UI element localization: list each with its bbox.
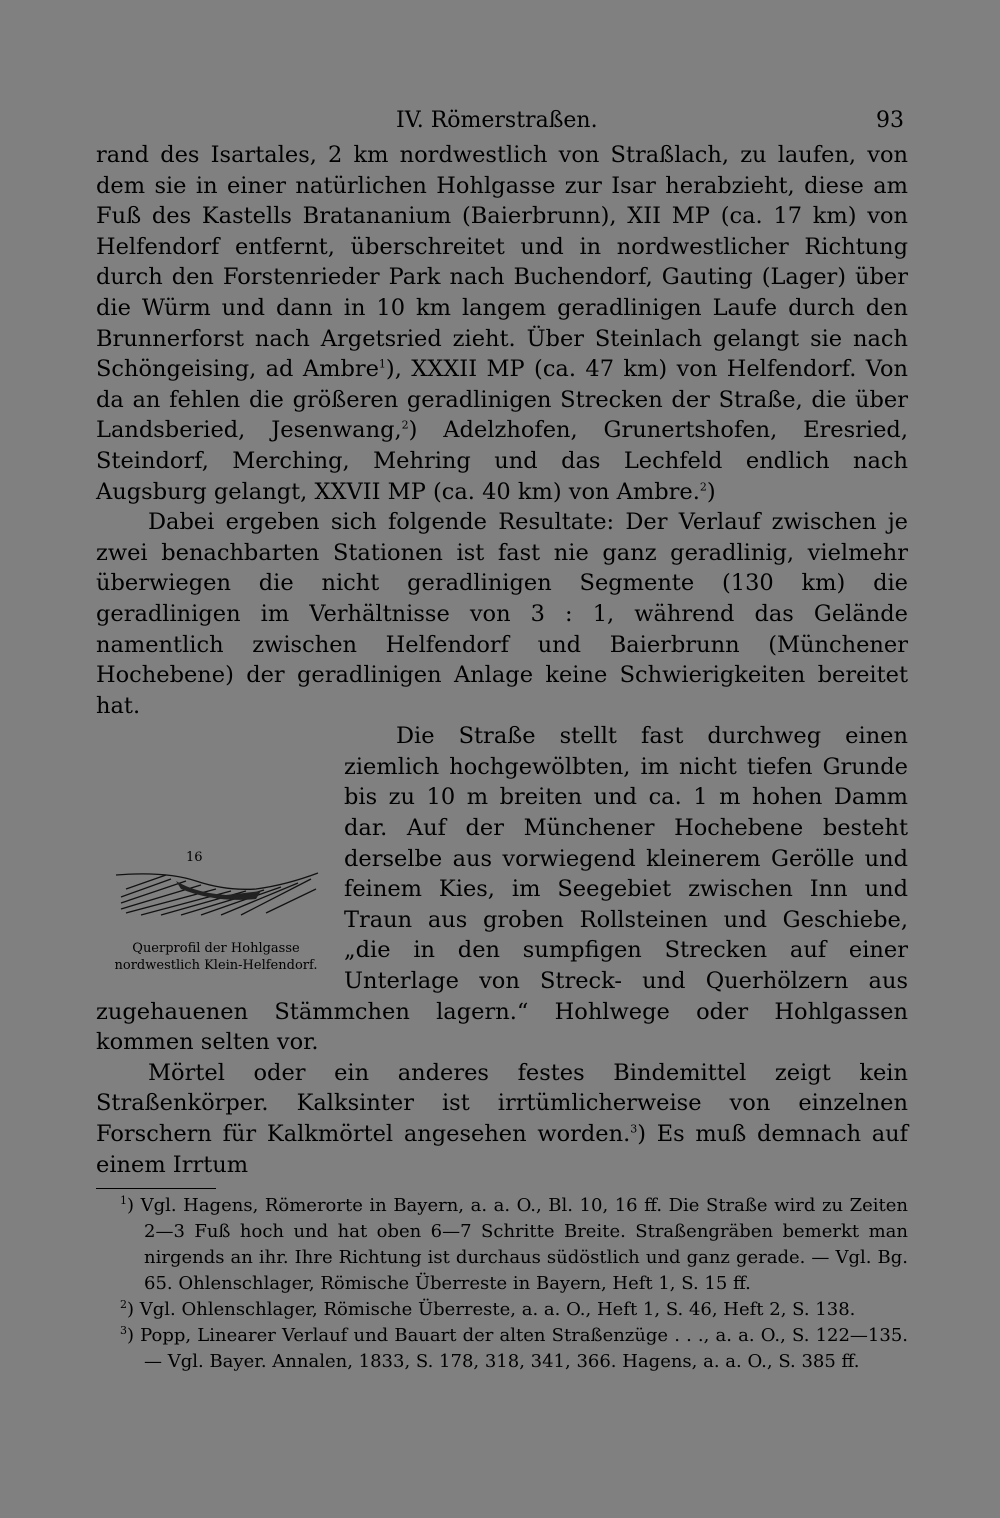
cross-section-figure — [96, 845, 336, 995]
page-number: 93 — [876, 108, 904, 133]
footnotes — [96, 1193, 908, 1375]
footnote-ref-3: 3 — [630, 1122, 638, 1136]
body-text — [96, 140, 908, 1180]
figure-number: 16 — [186, 850, 203, 866]
footnote-ref-2: 2 — [401, 418, 409, 432]
hohlgasse-profile-illustration — [106, 845, 326, 935]
footnote-ref-2b: 2 — [699, 480, 707, 494]
paragraph-1: rand des Isartales, 2 km nordwestlich von Straßlach, zu laufen, von dem sie in einer natürlichen Hohlgasse zur Isar herabzieht, diese am Fuß des Kastells Bratananium (Baierbrunn), XII MP (ca. 17 km) von Helfendorf entfernt, überschreitet und in nordwestlicher Richtung durch den Forstenrieder Park nach Buchendorf, Gauting (Lager) über die Würm und dann in 10 km langem geradlinigen Laufe durch den Brunnerforst nach Argetsried zieht. Über Steinlach gelangt sie nach Schöngeising, ad Ambre$^1$), XXXII MP (ca. 47 km) von Helfendorf. Von da an fehlen die größeren geradlinigen Strecken der Straße, die über Landsberied, Jesenwang,$^2$) Adelzhofen, Grunertshofen, Eresried, Steindorf, Merching, Mehring und das Lechfeld endlich nach Augsburg gelangt, XXVII MP (ca. 40 km) von Ambre.$^2$) — [96, 142, 908, 505]
paragraph-4: Mörtel oder ein anderes festes Bindemittel zeigt kein Straßenkörper. Kalksinter ist irrtümlicherweise von einzelnen Forschern für Kalkmörtel angesehen worden.$^3$) Es muß demnach auf einem Irrtum — [96, 1059, 908, 1178]
figure-caption: Querprofil der Hohlgasse nordwestlich Klein-Helfendorf. — [114, 941, 318, 974]
footnote-ref-1: 1 — [378, 357, 386, 371]
paragraph-3: Die Straße stellt fast durchweg einen ziemlich hochgewölbten, im nicht tiefen Grunde bis zu 10 m breiten und ca. 1 m hohen Damm dar. Auf der Münchener Hochebene besteht derselbe aus vorwiegend kleinerem Gerölle und feinem Kies, im Seegebiet zwischen Inn und Traun aus groben Rollsteinen und Geschiebe, „die in den sumpfigen Strecken auf einer Unterlage von Streck- und Querhölzern aus zugehauenen Stämmchen lagern.“ Hohlwege oder Hohlgassen kommen selten vor. — [96, 723, 908, 1056]
document-page — [96, 100, 908, 1375]
paragraph-2: Dabei ergeben sich folgende Resultate: Der Verlauf zwischen je zwei benachbarten Stationen ist fast nie ganz geradlinig, vielmehr überwiegen die nicht geradlinigen Segmente (130 km) die geradlinigen im Verhältnisse von 3 : 1, während das Gelände namentlich zwischen Helfendorf und Baierbrunn (Münchener Hochebene) der geradlinigen Anlage keine Schwierigkeiten bereitet hat. — [96, 509, 908, 719]
footnote-3: $^3$) Popp, Linearer Verlauf und Bauart der alten Straßenzüge . . ., a. a. O., S. 122—135. — Vgl. Bayer. Annalen, 1833, S. 178, 318, 341, 366. Hagens, a. a. O., S. 385 ff. — [120, 1324, 908, 1373]
footnote-2: $^2$) Vgl. Ohlenschlager, Römische Überreste, a. a. O., Heft 1, S. 46, Heft 2, S. 138. — [120, 1298, 856, 1321]
footnote-1: $^1$) Vgl. Hagens, Römerorte in Bayern, a. a. O., Bl. 10, 16 ff. Die Straße wird zu Zeiten 2—3 Fuß hoch und hat oben 6—7 Schritte Breite. Straßengräben bemerkt man nirgends an ihr. Ihre Richtung ist durchaus südöstlich und ganz gerade. — Vgl. Bg. 65. Ohlenschlager, Römische Überreste in Bayern, Heft 1, S. 15 ff. — [120, 1194, 908, 1295]
running-header — [96, 100, 908, 140]
chapter-title: IV. Römerstraßen. — [396, 108, 598, 133]
footnote-separator — [96, 1188, 216, 1189]
